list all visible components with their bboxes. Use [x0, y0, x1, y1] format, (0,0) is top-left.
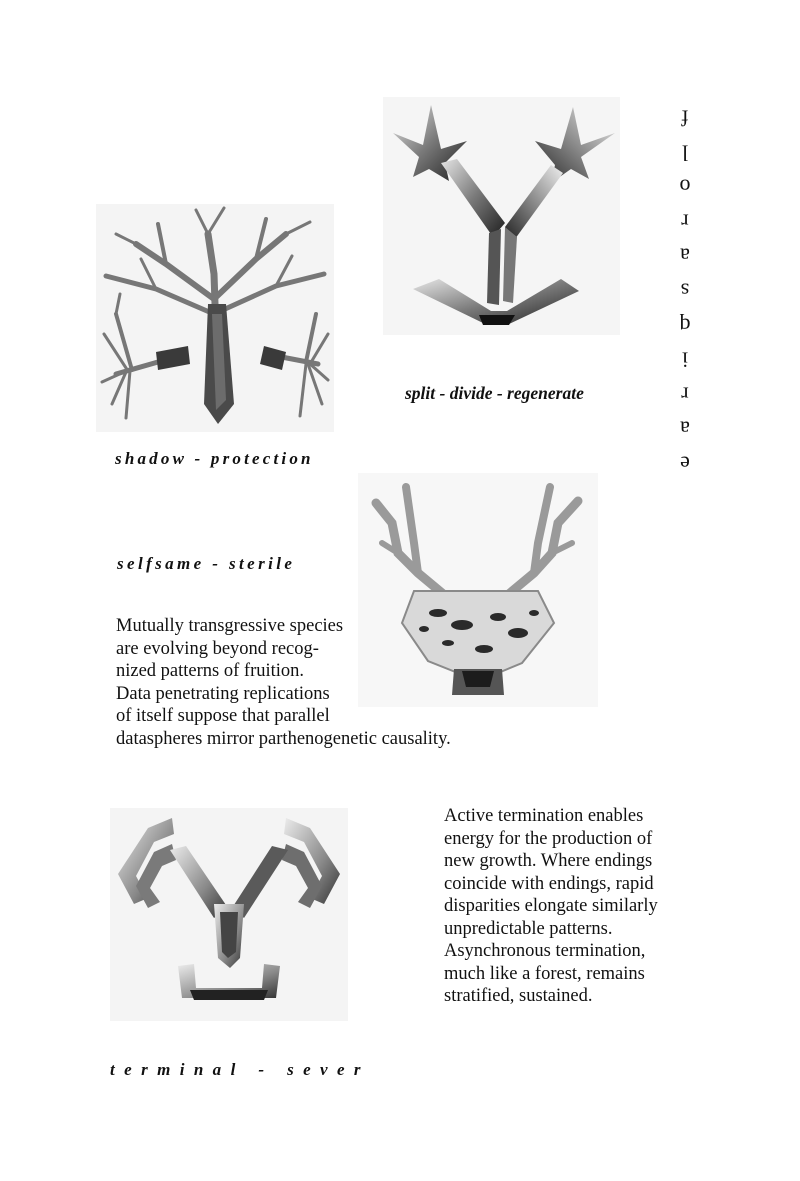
paragraph-line: Active termination enables: [444, 806, 644, 826]
caption-shadow: shadow - protection: [115, 449, 314, 468]
terminal-figure: [110, 808, 348, 1021]
vertical-title-letter: l: [681, 140, 689, 166]
paragraph-line: are evolving beyond recog-: [116, 638, 319, 659]
caption-terminal: terminal - sever: [110, 1060, 370, 1079]
paragraph-right: [444, 805, 658, 1008]
paragraph-line: of itself suppose that parallel: [116, 706, 330, 726]
split-y-icon: [383, 97, 620, 335]
vertical-title-letter: r: [681, 382, 689, 408]
vertical-title-letter: a: [680, 243, 690, 269]
vertical-title-letter: i: [681, 347, 689, 373]
paragraph-line: new growth. Where endings: [444, 851, 653, 871]
paragraph-line: dataspheres mirror parthenogenetic causality.: [116, 728, 451, 749]
vertical-title: [668, 100, 702, 481]
severed-form-icon: [110, 808, 348, 1021]
paragraph-line: much like a forest, remains: [444, 963, 645, 984]
paragraph-line: energy for the production of: [444, 828, 653, 849]
paragraph-line: stratified, sustained.: [444, 986, 593, 1006]
vertical-title-letter: f: [681, 105, 689, 131]
split-figure: [383, 97, 620, 335]
vertical-title-letter: r: [681, 209, 689, 235]
vertical-title-letter: q: [679, 313, 691, 339]
paragraph-line: Data penetrating replications: [116, 683, 330, 704]
paragraph-line: Asynchronous termination,: [444, 941, 646, 961]
vertical-title-letter: e: [680, 451, 690, 477]
caption-selfsame: selfsame - sterile: [117, 554, 296, 573]
paragraph-line: coincide with endings, rapid: [444, 873, 654, 894]
paragraph-left: [116, 615, 451, 750]
vertical-title-letter: s: [680, 278, 690, 304]
caption-split: split - divide - regenerate: [405, 383, 584, 403]
paragraph-line: disparities elongate similarly: [444, 896, 658, 916]
vertical-title-letter: a: [680, 416, 690, 442]
paragraph-line: nized patterns of fruition.: [116, 661, 305, 681]
tree-figure: [96, 204, 334, 432]
vertical-title-letter: o: [679, 174, 691, 200]
tree-hands-icon: [96, 204, 334, 432]
paragraph-line: unpredictable patterns.: [444, 918, 613, 939]
paragraph-line: Mutually transgressive species: [116, 616, 344, 636]
